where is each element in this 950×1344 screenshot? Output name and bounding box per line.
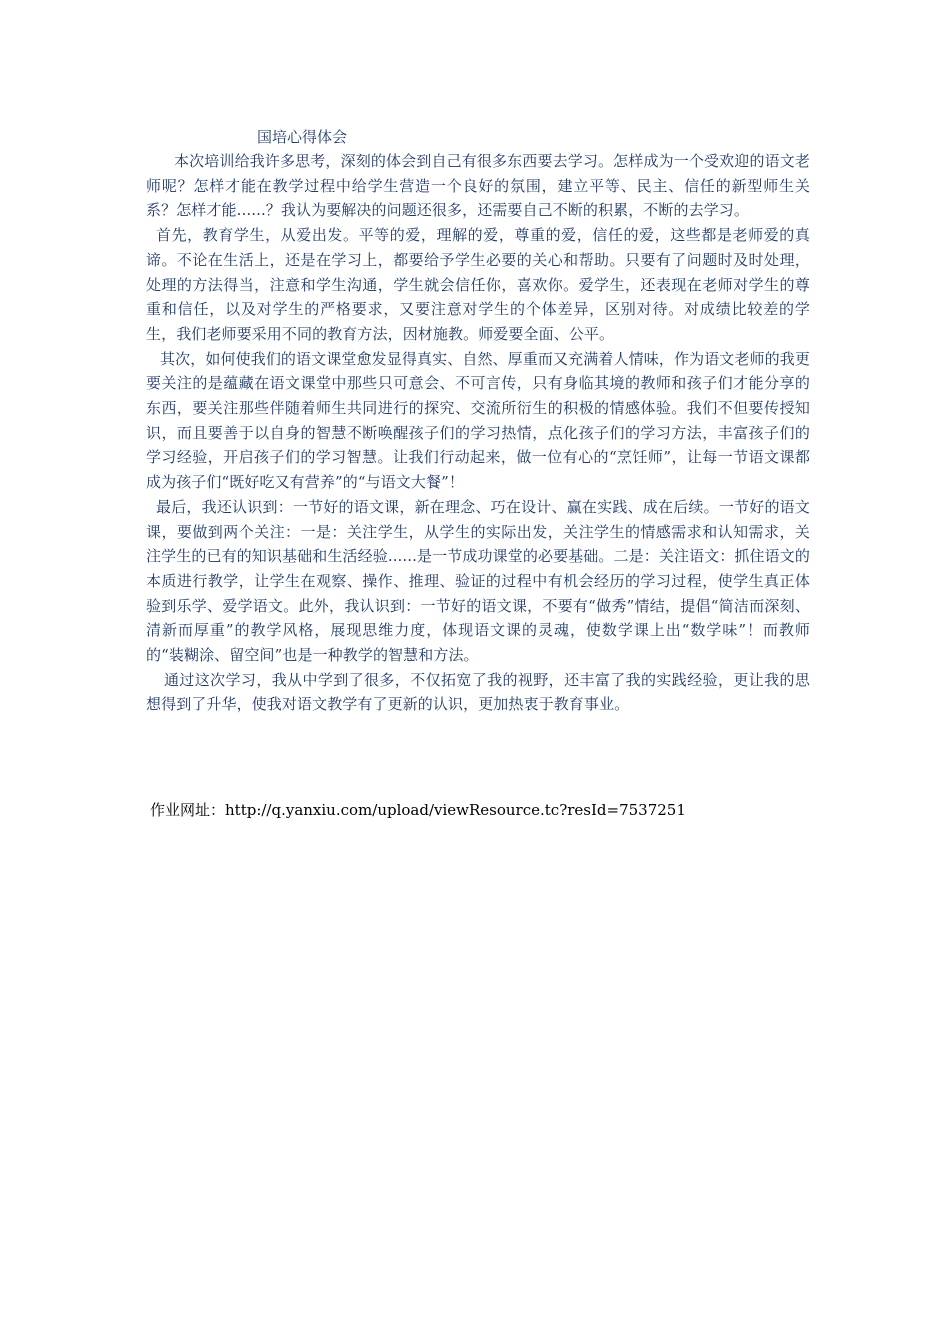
paragraph-last: 最后，我还认识到：一节好的语文课，新在理念、巧在设计、赢在实践、成在后续。一节好的语文课，要做到两个关注：一是：关注学生，从学生的实际出发，关注学生的情感需求和认知需求，关注学生的已有的知识基础和生活经验......是一节成功课堂的必要基础。二是：关注语文：抓住语文的本质进行教学，让学生在观察、操作、推理、验证的过程中有机会经历的学习过程，使学生真正体验到乐学、爱学语文。此外，我认识到：一节好的语文课，不要有“做秀”情结，提倡“简洁而深刻、清新而厚重”的教学风格，展现思维力度，体现语文课的灵魂，使数学课上出“数学味”！而教师的“装糊涂、留空间”也是一种教学的智慧和方法。 (146, 497, 810, 665)
paragraph-second: 其次，如何使我们的语文课堂愈发显得真实、自然、厚重而又充满着人情味，作为语文老师的我更要关注的是蕴藏在语文课堂中那些只可意会、不可言传，只有身临其境的教师和孩子们才能分享的东西，要关注那些伴随着师生共同进行的探究、交流所衍生的积极的情感体验。我们不但要传授知识，而且要善于以自身的智慧不断唤醒孩子们的学习热情，点化孩子们的学习方法，丰富孩子们的学习经验，开启孩子们的学习智慧。让我们行动起来，做一位有心的“烹饪师”，让每一节语文课都成为孩子们“既好吃又有营养”的“与语文大餐”！ (146, 349, 810, 492)
paragraph-conclusion: 通过这次学习，我从中学到了很多，不仅拓宽了我的视野，还丰富了我的实践经验，更让我的思想得到了升华，使我对语文教学有了更新的认识，更加热衷于教育事业。 (146, 670, 810, 714)
paragraph-intro: 本次培训给我许多思考，深刻的体会到自己有很多东西要去学习。怎样成为一个受欢迎的语文老师呢？怎样才能在教学过程中给学生营造一个良好的氛围，建立平等、民主、信任的新型师生关系？怎样才能......？我认为要解决的问题还很多，还需要自己不断的积累，不断的去学习。 (146, 152, 810, 220)
document-body (146, 149, 810, 717)
assignment-url: 作业网址：http://q.yanxiu.com/upload/viewResource.tc?resId=7537251 (150, 801, 686, 819)
document-title: 国培心得体会 (257, 128, 348, 146)
paragraph-first: 首先，教育学生，从爱出发。平等的爱，理解的爱，尊重的爱，信任的爱，这些都是老师爱的真谛。不论在生活上，还是在学习上，都要给予学生必要的关心和帮助。只要有了问题时及时处理，处理的方法得当，注意和学生沟通，学生就会信任你，喜欢你。爱学生，还表现在老师对学生的尊重和信任，以及对学生的严格要求，又要注意对学生的个体差异，区别对待。对成绩比较差的学生，我们老师要采用不同的教育方法，因材施教。师爱要全面、公平。 (146, 226, 810, 343)
